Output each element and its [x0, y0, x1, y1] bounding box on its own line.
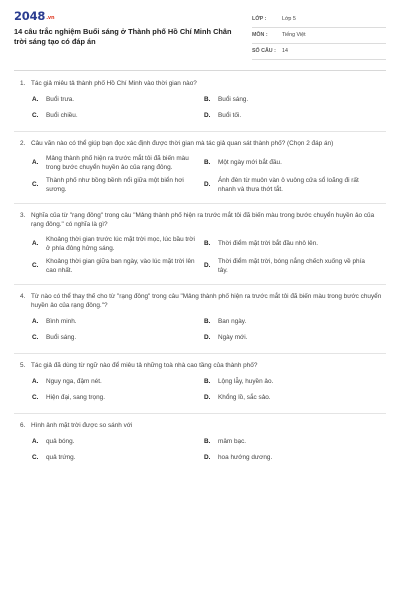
question-item [14, 413, 386, 467]
question-item [14, 284, 386, 347]
option-text: Lộng lẫy, huyền ảo. [218, 378, 274, 386]
answer-option[interactable] [32, 109, 196, 125]
question-head [14, 293, 386, 311]
option-text: Bình minh. [46, 318, 77, 326]
option-letter: B. [204, 378, 211, 386]
option-letter: A. [32, 159, 39, 167]
answer-options [14, 315, 386, 347]
info-value: Tiếng Việt [282, 31, 306, 38]
option-letter: B. [204, 318, 211, 326]
option-text: Nguy nga, đậm nét. [46, 378, 102, 386]
option-letter: A. [32, 318, 39, 326]
info-label: MÔN : [252, 31, 268, 38]
option-text: Thời điểm mặt trời, bóng nắng chếch xuống về phía tây. [218, 257, 365, 274]
question-number: 3. [20, 211, 26, 219]
info-row-subject [252, 28, 386, 44]
option-text: Hiện đại, sang trọng. [46, 394, 105, 402]
answer-options [14, 234, 386, 278]
option-letter: A. [32, 240, 39, 248]
answer-option[interactable] [32, 331, 196, 347]
question-text: Tác giả miêu tả thành phố Hồ Chí Minh vào thời gian nào? [31, 80, 197, 87]
question-text: Tác giả đã dùng từ ngữ nào để miêu tả những toà nhà cao tầng của thành phố? [31, 361, 258, 369]
question-head [14, 80, 386, 89]
question-number: 2. [20, 139, 26, 147]
option-letter: B. [204, 438, 211, 446]
info-row-count [252, 44, 386, 60]
option-letter: D. [204, 181, 211, 189]
logo-suffix: .vn [46, 15, 55, 21]
info-label: LỚP : [252, 15, 267, 22]
answer-option[interactable] [32, 315, 196, 331]
option-letter: B. [204, 96, 211, 104]
answer-option[interactable] [204, 93, 368, 109]
info-table [252, 12, 386, 60]
page-title: 14 câu trắc nghiệm Buổi sáng ở Thành phố Hồ Chí Minh Chân trời sáng tạo có đáp án [14, 26, 232, 47]
question-number: 6. [20, 421, 26, 429]
option-text: Khổng lồ, sắc sảo. [218, 394, 271, 402]
question-head [14, 212, 386, 230]
option-text: Ánh đèn từ muôn vàn ô vuông cửa sổ loãng đi rất nhanh và thưa thớt tắt. [218, 176, 359, 193]
question-text: Hình ảnh mặt trời được so sánh với [31, 421, 133, 429]
option-text: Một ngày mới bắt đầu. [218, 159, 282, 167]
question-item [14, 80, 386, 125]
option-text: quả trứng. [46, 454, 76, 462]
option-letter: C. [32, 394, 39, 402]
option-letter: B. [204, 240, 211, 248]
option-letter: D. [204, 454, 211, 462]
answer-option[interactable] [204, 331, 368, 347]
info-label: SỐ CÂU : [252, 47, 276, 54]
option-text: Buổi sáng. [46, 334, 77, 342]
answer-option[interactable] [204, 391, 368, 407]
question-text: Câu văn nào có thể giúp bạn đọc xác định được thời gian mà tác giả quan sát thành phố? (Chọn 2 đáp án) [31, 139, 334, 147]
option-text: hoa hướng dương. [218, 454, 273, 462]
question-number: 5. [20, 361, 26, 369]
question-item [14, 353, 386, 407]
question-item [14, 203, 386, 278]
question-head [14, 362, 386, 371]
option-text: quả bóng. [46, 438, 75, 446]
answer-options [14, 375, 386, 407]
question-text: Nghĩa của từ "rạng đông" trong câu "Mảng thành phố hiện ra trước mắt tôi đã biến màu trong bước chuyển huyền ảo của rạng đông." có nghĩa là gì? [31, 211, 375, 228]
question-number: 4. [20, 292, 26, 300]
answer-options [14, 435, 386, 467]
option-letter: B. [204, 159, 211, 167]
option-letter: C. [32, 112, 39, 120]
answer-option[interactable] [32, 175, 196, 197]
option-letter: C. [32, 454, 39, 462]
answer-options [14, 153, 386, 197]
question-item [14, 131, 386, 197]
answer-option[interactable] [32, 435, 196, 451]
option-text: Ban ngày. [218, 318, 247, 326]
answer-option[interactable] [204, 315, 368, 331]
answer-option[interactable] [32, 234, 196, 256]
option-letter: C. [32, 334, 39, 342]
option-letter: C. [32, 181, 39, 189]
question-number: 1. [20, 80, 26, 87]
option-text: Thành phố như bồng bềnh nổi giữa một biển hơi sương. [46, 176, 184, 193]
answer-option[interactable] [204, 375, 368, 391]
site-logo[interactable] [14, 10, 239, 23]
answer-option[interactable] [32, 93, 196, 109]
option-text: Ngày mới. [218, 334, 248, 342]
info-value: 14 [282, 47, 288, 54]
option-text: Khoảng thời gian trước lúc mặt trời mọc, lúc bầu trời ở phía đông hửng sáng. [46, 235, 195, 252]
answer-option[interactable] [32, 375, 196, 391]
question-head [14, 140, 386, 149]
option-letter: D. [204, 262, 211, 270]
option-text: Thời điểm mặt trời bắt đầu nhô lên. [218, 240, 319, 248]
option-text: Buổi chiều. [46, 112, 78, 120]
question-text: Từ nào có thể thay thế cho từ "rạng đông" trong câu "Mảng thành phố hiện ra trước mắt tôi đã biến màu trong bước chuyển huyền ảo của rạng đông."? [31, 292, 382, 309]
answer-option[interactable] [204, 153, 368, 175]
option-text: Buổi tối. [218, 112, 242, 120]
header [14, 10, 386, 71]
option-letter: A. [32, 96, 39, 104]
option-text: Mảng thành phố hiện ra trước mắt tôi đã biến màu trong bước chuyển huyền ảo của rạng đông. [46, 154, 189, 171]
option-text: mâm bạc. [218, 438, 247, 446]
option-letter: C. [32, 262, 39, 270]
answer-option[interactable] [204, 435, 368, 451]
option-letter: A. [32, 378, 39, 386]
option-text: Khoảng thời gian giữa ban ngày, vào lúc mặt trời lên cao nhất. [46, 257, 195, 274]
logo-text: 2048 [14, 9, 46, 23]
question-list [14, 71, 386, 467]
question-head [14, 422, 386, 431]
answer-option[interactable] [32, 153, 196, 175]
answer-option[interactable] [32, 256, 196, 278]
answer-option[interactable] [32, 451, 196, 467]
answer-option[interactable] [204, 109, 368, 125]
answer-options [14, 93, 386, 125]
answer-option[interactable] [204, 234, 368, 256]
answer-option[interactable] [32, 391, 196, 407]
answer-option[interactable] [204, 256, 368, 278]
option-letter: A. [32, 438, 39, 446]
brand-block [14, 10, 239, 60]
option-letter: D. [204, 334, 211, 342]
answer-option[interactable] [204, 451, 368, 467]
info-value: Lớp 5 [282, 15, 296, 22]
info-row-class [252, 12, 386, 28]
option-text: Buổi trưa. [46, 96, 75, 104]
option-letter: D. [204, 394, 211, 402]
answer-option[interactable] [204, 175, 368, 197]
option-text: Buổi sáng. [218, 96, 249, 104]
option-letter: D. [204, 112, 211, 120]
